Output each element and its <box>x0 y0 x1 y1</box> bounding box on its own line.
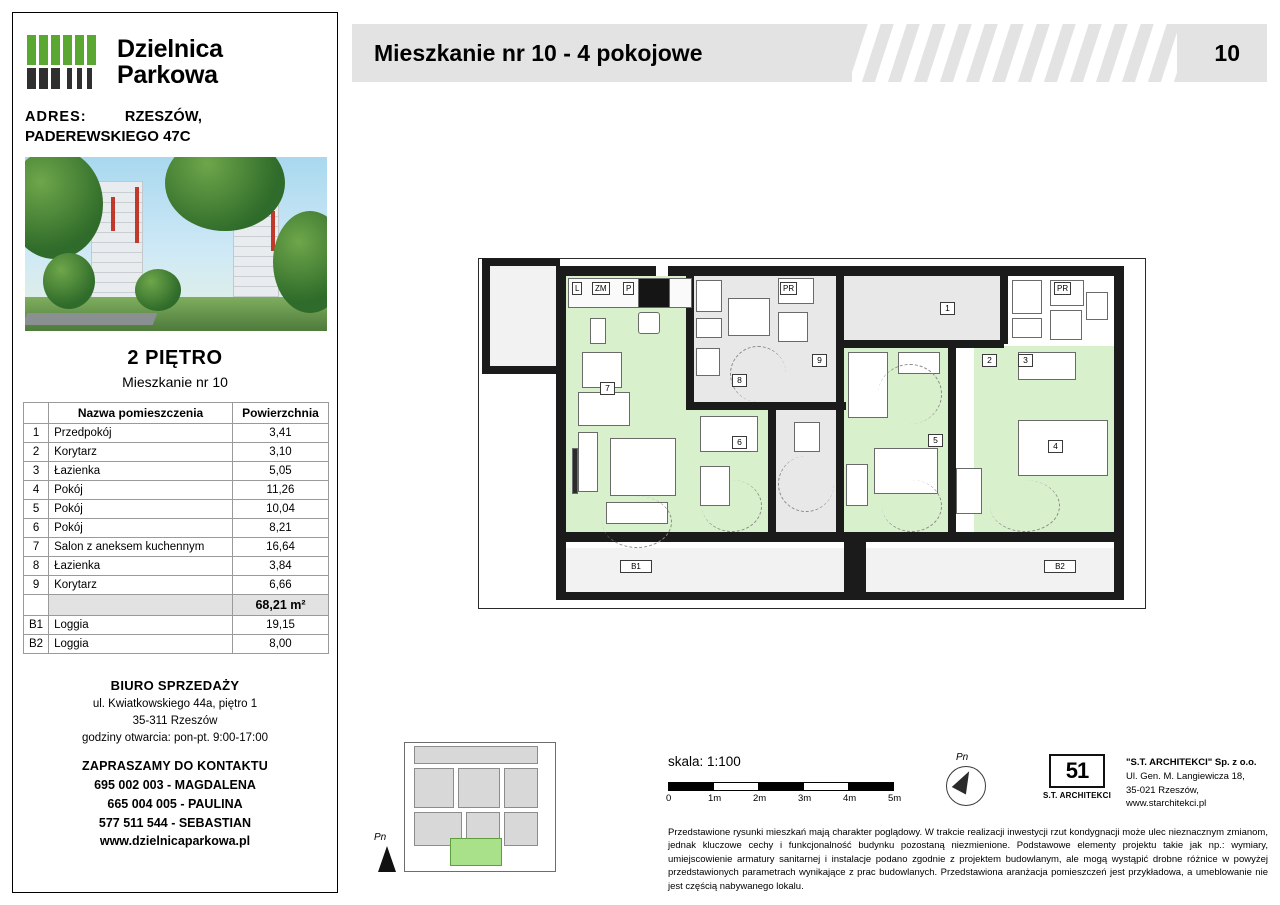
north-arrow-icon <box>378 846 396 872</box>
row-area: 3,10 <box>233 443 329 462</box>
address-city: RZESZÓW, <box>124 109 203 125</box>
sales-phone-3[interactable]: 577 511 544 - SEBASTIAN <box>98 815 252 830</box>
loggia-tag-b2: B2 <box>1044 560 1076 573</box>
fridge-icon <box>638 278 670 308</box>
scale-tick-0: 0 <box>666 793 672 804</box>
room-tag-1: 1 <box>940 302 955 315</box>
row-number: 4 <box>24 481 49 500</box>
row-area: 8,21 <box>233 519 329 538</box>
wardrobe-icon-5 <box>846 464 868 506</box>
room-tag-6: 6 <box>732 436 747 449</box>
sales-invite: ZAPRASZAMY DO KONTAKTU <box>82 759 268 774</box>
appliance-tag-pr-2: PR <box>1054 282 1071 295</box>
compass-label: Pn <box>956 752 969 763</box>
row-number: 2 <box>24 443 49 462</box>
scale-tick-2: 2m <box>753 793 767 804</box>
washbasin-icon <box>696 318 722 338</box>
brand-line-2: Parkowa <box>117 61 218 89</box>
rooms-table <box>23 402 329 654</box>
sales-hours-line: godziny otwarcia: pon-pt. 9:00-17:00 <box>81 732 269 744</box>
desk-icon-4 <box>956 468 982 514</box>
row-area: 16,64 <box>233 538 329 557</box>
total-label <box>49 595 233 616</box>
room-tag-9: 9 <box>812 354 827 367</box>
row-name: Łazienka <box>49 557 233 576</box>
architect-details <box>1126 756 1276 811</box>
row-area: 11,26 <box>233 481 329 500</box>
row-number: 7 <box>24 538 49 557</box>
bathtub-icon <box>728 298 770 336</box>
table-header-row <box>24 403 329 424</box>
table-row <box>24 500 329 519</box>
row-area: 5,05 <box>233 462 329 481</box>
apartment-number: 10 <box>1214 40 1240 66</box>
floor-subtitle: Mieszkanie nr 10 <box>122 374 228 390</box>
scale-label: skala: 1:100 <box>668 754 741 769</box>
address-street: PADEREWSKIEGO 47C <box>25 128 191 145</box>
shower-icon <box>696 280 722 312</box>
th-number <box>24 403 49 424</box>
th-name: Nazwa pomieszczenia <box>49 403 233 424</box>
row-number: 3 <box>24 462 49 481</box>
header-hatch-decoration <box>852 24 1177 82</box>
row-area: 10,04 <box>233 500 329 519</box>
row-name: Przedpokój <box>49 424 233 443</box>
table-row <box>24 635 329 654</box>
architect-logo-mark: 51 <box>1049 754 1105 788</box>
row-number: 5 <box>24 500 49 519</box>
scale-tick-3: 3m <box>798 793 812 804</box>
table-row <box>24 462 329 481</box>
sales-website[interactable]: www.dzielnicaparkowa.pl <box>99 834 251 849</box>
row-name: Korytarz <box>49 443 233 462</box>
room-tag-7: 7 <box>600 382 615 395</box>
table-row <box>24 538 329 557</box>
address-block <box>13 95 337 145</box>
appliance-tag-l: L <box>572 282 582 295</box>
loggia-b2 <box>864 548 1124 596</box>
wc-icon <box>696 348 720 376</box>
scale-tick-5: 5m <box>888 793 902 804</box>
room-fill-korytarz-1 <box>842 276 1004 346</box>
disclaimer-text: Przedstawione rysunki mieszkań mają charakter poglądowy. W trakcie realizacji inwestycji rzut kondygnacji może ulec nieznacznym zmianom, jednak kluczowe cechy i funkcjonalność budynku pozostaną niezmienione. Podstawowe elementy projektu takie jak np.: wymiary, umiejscowienie armatury sanitarnej i instalacje podano zgodnie z projektem budowlanym, ale mogą wystąpić drobne różnice w powyżej przedstawionych parametrach wynikające z prac budowlanych. Przedstawiona aranżacja pomieszczeń jest przykładowa, a umeblowanie nie jest częścią nabywanego lokalu. <box>668 827 1268 892</box>
row-number: 8 <box>24 557 49 576</box>
wc-icon-3 <box>1086 292 1108 320</box>
row-area: 8,00 <box>233 635 329 654</box>
page-title: Mieszkanie nr 10 - 4 pokojowe <box>374 40 703 66</box>
row-area: 3,84 <box>233 557 329 576</box>
table-row <box>24 557 329 576</box>
building-photo <box>25 157 327 331</box>
sales-office-block <box>13 676 337 851</box>
radiator-icon <box>572 448 578 494</box>
sofa-icon <box>578 432 598 492</box>
brand-block <box>13 13 337 95</box>
architect-website[interactable]: www.starchitekci.pl <box>1126 798 1207 810</box>
row-number: 9 <box>24 576 49 595</box>
row-name: Korytarz <box>49 576 233 595</box>
row-name: Pokój <box>49 519 233 538</box>
key-plan-thumbnail <box>404 742 556 872</box>
row-name: Pokój <box>49 481 233 500</box>
info-panel <box>12 12 338 893</box>
key-plan-north-indicator <box>372 832 406 884</box>
total-area: 68,21 m² <box>233 595 329 616</box>
row-number: B2 <box>24 635 49 654</box>
architect-logo <box>1032 754 1122 806</box>
architect-name: "S.T. ARCHITEKCI" Sp. z o.o. <box>1126 757 1257 768</box>
row-number: 6 <box>24 519 49 538</box>
sales-phone-2[interactable]: 665 004 005 - PAULINA <box>107 796 243 811</box>
floor-heading <box>13 347 337 390</box>
washbasin-icon-3 <box>1012 318 1042 338</box>
architect-street: Ul. Gen. M. Langiewicza 18, <box>1126 770 1245 782</box>
table-row <box>24 616 329 635</box>
row-name: Pokój <box>49 500 233 519</box>
room-tag-8: 8 <box>732 374 747 387</box>
row-number: 1 <box>24 424 49 443</box>
table-icon <box>578 392 630 426</box>
room-tag-2: 2 <box>982 354 997 367</box>
row-area: 3,41 <box>233 424 329 443</box>
table-row <box>24 424 329 443</box>
compass <box>944 752 988 810</box>
bed-icon-4 <box>1018 420 1108 476</box>
sales-header: BIURO SPRZEDAŻY <box>110 678 240 693</box>
sales-address-line: ul. Kwiatkowskiego 44a, piętro 1 <box>92 697 258 710</box>
architect-logo-caption: S.T. ARCHITEKCI <box>1042 791 1112 800</box>
sales-phone-1[interactable]: 695 002 003 - MAGDALENA <box>94 778 256 792</box>
table-total-row <box>24 595 329 616</box>
scale-tick-4: 4m <box>843 793 857 804</box>
room-tag-4: 4 <box>1048 440 1063 453</box>
row-name: Loggia <box>49 635 233 654</box>
row-name: Łazienka <box>49 462 233 481</box>
cabinet-icon <box>778 312 808 342</box>
sofa-large-icon <box>610 438 676 496</box>
th-area: Powierzchnia <box>233 403 329 424</box>
row-name: Salon z aneksem kuchennym <box>49 538 233 557</box>
bathtub-icon-3 <box>1050 310 1082 340</box>
appliance-tag-zm: ZM <box>592 282 610 295</box>
scale-tick-1: 1m <box>708 793 722 804</box>
loggia-b1 <box>564 548 846 596</box>
appliance-tag-pr-1: PR <box>780 282 797 295</box>
row-number: B1 <box>24 616 49 635</box>
floor-title: 2 PIĘTRO <box>127 347 223 369</box>
table-row <box>24 519 329 538</box>
shaft-left <box>488 266 560 366</box>
chair-icon <box>590 318 606 344</box>
wardrobe-icon <box>794 422 820 452</box>
table-row <box>24 443 329 462</box>
total-blank <box>24 595 49 616</box>
scale-bar <box>668 782 894 791</box>
room-tag-3: 3 <box>1018 354 1033 367</box>
bed-icon-6 <box>700 416 758 452</box>
table-row <box>24 576 329 595</box>
row-area: 19,15 <box>233 616 329 635</box>
hob-icon <box>638 312 660 334</box>
architect-city: 35-021 Rzeszów, <box>1126 784 1199 796</box>
row-name: Loggia <box>49 616 233 635</box>
brand-line-1: Dzielnica <box>117 34 223 63</box>
appliance-tag-p: P <box>623 282 634 295</box>
address-label: ADRES: <box>25 109 87 125</box>
table-row <box>24 481 329 500</box>
room-tag-5: 5 <box>928 434 943 447</box>
key-plan-highlight <box>450 838 502 866</box>
floor-plan-drawing <box>478 252 1146 610</box>
loggia-tag-b1: B1 <box>620 560 652 573</box>
row-area: 6,66 <box>233 576 329 595</box>
logo-icon <box>25 35 103 89</box>
shower-icon-3 <box>1012 280 1042 314</box>
north-label: Pn <box>374 832 387 843</box>
sales-city-line: 35-311 Rzeszów <box>132 714 218 727</box>
